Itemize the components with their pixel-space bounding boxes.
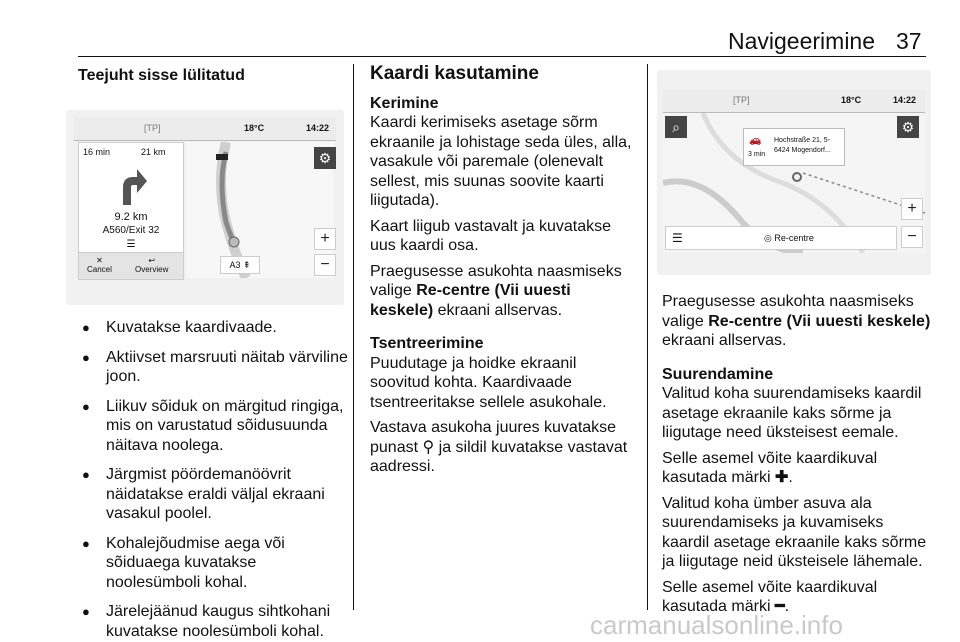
column-divider-2 xyxy=(647,64,648,610)
paragraph: Selle asemel võite kaardikuval kasutada märki ━. xyxy=(662,578,878,615)
list-item: ● Kuvatakse kaardivaade. xyxy=(78,318,352,338)
settings-button[interactable]: ⚙ xyxy=(314,147,336,169)
eta-distance: 21 km xyxy=(141,147,166,157)
status-bar: [TP] 18°C 14:22 xyxy=(74,118,336,141)
temperature: 18°C xyxy=(244,123,265,133)
recentre-button[interactable]: ◎ Re-centre xyxy=(764,233,814,243)
minus-icon: ━ xyxy=(774,598,785,615)
list-item: ● Järelejäänud kaugus sihtkohani kuvatakse noolesümboli kohal. xyxy=(78,602,352,641)
paragraph: Selle asemel võite kaardikuval kasutada märki ✚. xyxy=(662,449,878,486)
paragraph: Kaart liigub vastavalt ja kuvatakse uus kaardi osa. xyxy=(370,217,612,254)
column-2 xyxy=(370,64,636,477)
page-title: Navigeerimine xyxy=(728,28,876,54)
zoom-in-button[interactable]: + xyxy=(314,228,336,250)
map-screenshot xyxy=(657,70,931,275)
cancel-button[interactable]: ✕ Cancel xyxy=(87,256,112,274)
bottom-actions xyxy=(78,252,184,280)
bullet-list xyxy=(78,318,352,641)
map-bottom-bar xyxy=(665,226,897,250)
road-badge: A3 ⇞ xyxy=(220,256,260,274)
zoom-out-button[interactable]: − xyxy=(314,254,336,276)
subsection-heading: Kerimine xyxy=(370,94,439,112)
settings-button[interactable]: ⚙ xyxy=(897,116,919,138)
status-bar: [TP] 18°C 14:22 xyxy=(663,90,925,113)
search-button[interactable]: ⌕ xyxy=(665,116,687,138)
temperature: 18°C xyxy=(841,95,862,105)
menu-icon[interactable]: ☰ xyxy=(672,231,683,245)
page-number: 37 xyxy=(896,28,922,54)
list-item: ● Aktiivset marsruuti näitab värviline joon. xyxy=(78,348,352,387)
watermark: carmanualsonline.info xyxy=(590,610,843,640)
turn-arrow-icon xyxy=(113,165,149,205)
subsection-heading: Suurendamine xyxy=(662,365,774,383)
paragraph: Praegusesse asukohta naasmiseks valige Re-centre (Vii uuesti keskele) ekraani allservas. xyxy=(662,293,931,349)
paragraph: Praegusesse asukohta naasmiseks valige Re-centre (Vii uuesti keskele) ekraani allservas. xyxy=(370,262,622,319)
column-divider-1 xyxy=(353,64,354,610)
menu-icon[interactable]: ☰ xyxy=(126,239,136,250)
section-heading: Teejuht sisse lülitatud xyxy=(78,67,245,84)
manoeuvre-distance: 9.2 km xyxy=(114,211,148,223)
paragraph: Valitud koha ümber asuva ala suurendamiseks ja kuvamiseks kaardil asetage ekraanile kaks sõrme ja liigutage neid üksteisele lähemale. xyxy=(662,494,927,570)
clock: 14:22 xyxy=(306,123,330,133)
plus-icon: ✚ xyxy=(774,469,789,486)
column-3 xyxy=(662,292,932,617)
header-rule xyxy=(78,56,926,57)
paragraph: Kaardi kerimiseks asetage sõrm ekraanile ja lohistage seda üles, alla, vasakule või paremale (olenevalt sellest, mis suunas soovite kaarti liigutada). xyxy=(370,114,632,209)
overview-button[interactable]: ↩ Overview xyxy=(135,256,169,274)
column-1 xyxy=(78,64,340,86)
pin-icon: ⚲ xyxy=(422,438,435,456)
map-view[interactable] xyxy=(186,142,334,278)
page-header xyxy=(0,0,960,58)
car-icon: 🚗 xyxy=(749,135,762,146)
clock: 14:22 xyxy=(893,95,917,105)
subsection-heading: Tsentreerimine xyxy=(370,335,484,352)
eta-time: 16 min xyxy=(83,147,111,157)
address-label[interactable]: 🚗 3 min Hochstraße 21, 5- 6424 Mogendorf... xyxy=(743,128,845,166)
paragraph: Puudutage ja hoidke ekraanil soovitud kohta. Kaardivaade tsentreeritakse sellele asukohale. xyxy=(370,354,607,411)
manoeuvre-road: A560/Exit 32 xyxy=(102,225,160,236)
list-item: ● Liikuv sõiduk on märgitud ringiga, mis on varustatud sõidusuunda näitava noolega. xyxy=(78,397,352,456)
section-heading: Kaardi kasutamine xyxy=(370,63,539,84)
guidance-screenshot xyxy=(66,110,344,305)
list-item: ● Kohalejõudmise aega või sõiduaega kuvatakse noolesümboli kohal. xyxy=(78,534,352,593)
paragraph: Valitud koha suurendamiseks kaardil asetage ekraanile kaks sõrme ja liigutage need üksteisest eemale. xyxy=(662,385,922,441)
list-item: ● Järgmist pöördemanöövrit näidatakse eraldi väljal ekraani vasakul poolel. xyxy=(78,465,352,524)
paragraph: Vastava asukoha juures kuvatakse punast ⚲ ja sildil kuvatakse vastavat aadressi. xyxy=(370,419,628,475)
zoom-out-button[interactable]: − xyxy=(901,226,923,248)
zoom-in-button[interactable]: + xyxy=(901,198,923,220)
